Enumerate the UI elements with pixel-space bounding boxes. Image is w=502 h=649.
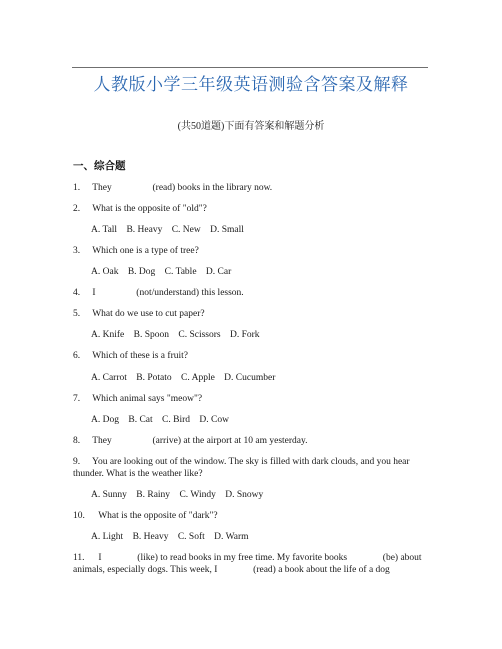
question-number: 8. <box>73 436 81 446</box>
question-number: 3. <box>73 246 81 256</box>
question-6-options <box>91 372 282 384</box>
question-text: What is the opposite of "old"? <box>92 204 207 214</box>
option-d: D. Warm <box>214 532 249 542</box>
option-b: B. Spoon <box>133 330 169 340</box>
section-heading: 一、综合题 <box>73 161 126 172</box>
option-d: D. Fork <box>229 330 260 340</box>
question-11 <box>73 552 422 564</box>
question-number: 1. <box>73 183 81 193</box>
question-3-options <box>91 266 238 278</box>
option-c: C. Apple <box>181 373 215 383</box>
question-number: 9. <box>73 457 81 467</box>
question-2 <box>73 203 207 215</box>
document-subtitle: (共50道题)下面有答案和解题分析 <box>177 121 325 132</box>
question-10-options <box>91 531 256 543</box>
option-a: A. Knife <box>91 330 125 340</box>
question-number: 11. <box>73 553 85 563</box>
option-b: B. Rainy <box>136 490 171 500</box>
option-d: D. Cucumber <box>224 373 276 383</box>
option-a: A. Oak <box>91 267 119 277</box>
question-text: Which of these is a fruit? <box>92 351 188 361</box>
question-11-continued <box>73 564 390 576</box>
option-c: C. Soft <box>177 532 205 542</box>
option-d: D. Snowy <box>225 490 264 500</box>
option-d: D. Cow <box>199 415 229 425</box>
option-a: A. Light <box>91 532 124 542</box>
question-2-options <box>91 224 251 236</box>
option-c: C. New <box>171 225 201 235</box>
question-7-options <box>91 414 236 426</box>
question-text-line-2: thunder. What is the weather like? <box>73 469 203 479</box>
question-text: Which one is a type of tree? <box>92 246 199 256</box>
question-text-line-2a: animals, especially dogs. This week, I <box>73 565 218 575</box>
option-b: B. Cat <box>128 415 153 425</box>
question-number: 2. <box>73 204 81 214</box>
question-9-continued <box>73 468 203 480</box>
question-5 <box>73 308 205 320</box>
question-text: What do we use to cut paper? <box>92 309 205 319</box>
option-a: A. Carrot <box>91 373 127 383</box>
question-8 <box>73 435 308 447</box>
option-c: C. Bird <box>162 415 190 425</box>
option-d: D. Small <box>210 225 244 235</box>
header-rule <box>72 67 428 68</box>
question-6 <box>73 350 188 362</box>
question-number: 10. <box>73 511 85 521</box>
question-1 <box>73 182 272 194</box>
question-10 <box>73 510 218 522</box>
option-a: A. Sunny <box>91 490 127 500</box>
question-text-line-1: You are looking out of the window. The sky is filled with dark clouds, and you hear <box>92 457 410 467</box>
option-b: B. Potato <box>136 373 172 383</box>
question-text-line-2b: (read) a book about the life of a dog <box>253 565 390 575</box>
question-number: 4. <box>73 288 81 298</box>
option-c: C. Windy <box>179 490 216 500</box>
question-number: 7. <box>73 394 81 404</box>
question-number: 6. <box>73 351 81 361</box>
question-text-before-blank: They <box>92 183 112 193</box>
option-b: B. Heavy <box>126 225 163 235</box>
question-text-after-blank: (arrive) at the airport at 10 am yesterday. <box>152 436 308 446</box>
question-text-part-2: (like) to read books in my free time. My favorite books <box>137 553 348 563</box>
question-4 <box>73 287 244 299</box>
question-text-after-blank: (read) books in the library now. <box>152 183 273 193</box>
question-5-options <box>91 329 267 341</box>
option-c: C. Table <box>164 267 197 277</box>
question-text-part-1: I <box>98 553 102 563</box>
option-b: B. Heavy <box>132 532 169 542</box>
question-text-before-blank: I <box>92 288 96 298</box>
question-text: What is the opposite of "dark"? <box>98 511 218 521</box>
question-text: Which animal says "meow"? <box>92 394 203 404</box>
option-c: C. Scissors <box>178 330 221 340</box>
question-9 <box>73 456 410 468</box>
question-text-after-blank: (not/understand) this lesson. <box>136 288 244 298</box>
option-a: A. Tall <box>91 225 118 235</box>
question-text-part-3: (be) about <box>382 553 422 563</box>
question-9-options <box>91 489 270 501</box>
option-d: D. Car <box>205 267 232 277</box>
question-7 <box>73 393 202 405</box>
question-text-before-blank: They <box>92 436 112 446</box>
question-3 <box>73 245 199 257</box>
question-number: 5. <box>73 309 81 319</box>
option-a: A. Dog <box>91 415 119 425</box>
document-title: 人教版小学三年级英语测验含答案及解释 <box>93 75 409 94</box>
option-b: B. Dog <box>127 267 156 277</box>
